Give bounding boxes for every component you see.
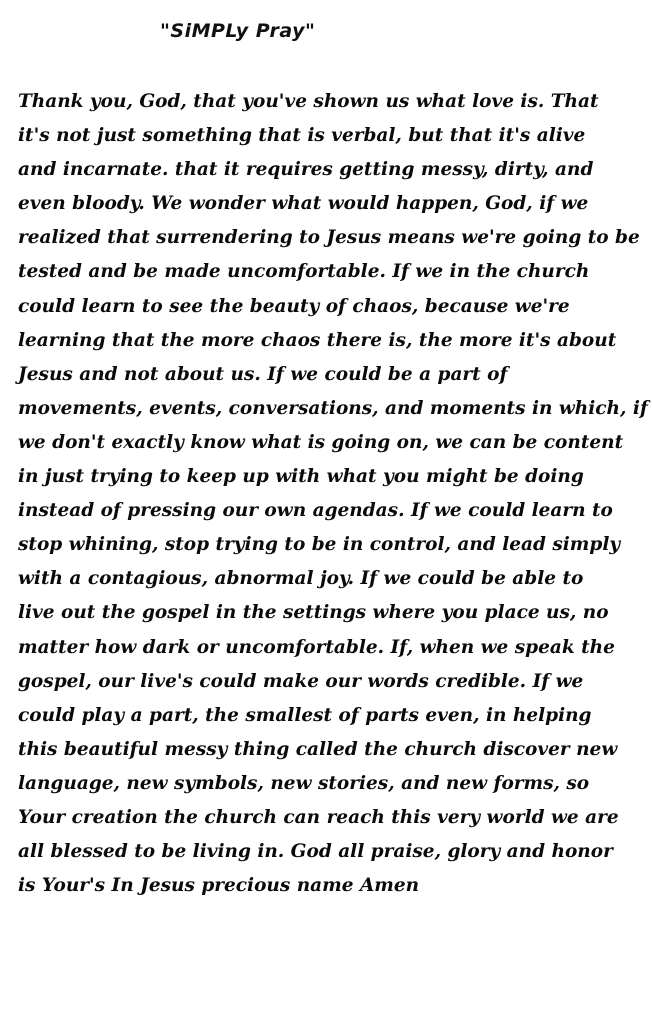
body-line: this beautiful messy thing called the church discover new [18, 738, 618, 760]
body-line: Jesus and not about us. If we could be a part of [18, 363, 508, 385]
body-line: is Your's In Jesus precious name Amen [18, 875, 420, 897]
body-line: Your creation the church can reach this very world we are [18, 806, 619, 828]
body-line: and incarnate. that it requires getting messy, dirty, and [18, 159, 594, 181]
prayer-body [18, 85, 648, 903]
body-line: could play a part, the smallest of parts even, in helping [18, 704, 592, 726]
body-line: all blessed to be living in. God all praise, glory and honor [18, 841, 613, 863]
body-line: gospel, our live's could make our words credible. If we [18, 670, 584, 692]
body-line: realized that surrendering to Jesus means we're going to be [18, 227, 640, 249]
body-line: tested and be made uncomfortable. If we in the church [18, 261, 590, 283]
body-line: movements, events, conversations, and moments in which, if [18, 397, 648, 419]
body-line: matter how dark or uncomfortable. If, when we speak the [18, 636, 615, 658]
body-line: even bloody. We wonder what would happen, God, if we [18, 193, 589, 215]
body-line: in just trying to keep up with what you might be doing [18, 466, 584, 488]
body-line: language, new symbols, new stories, and new forms, so [18, 772, 590, 794]
body-line: stop whining, stop trying to be in control, and lead simply [18, 534, 621, 556]
body-line: we don't exactly know what is going on, we can be content [18, 431, 624, 453]
body-line: Thank you, God, that you've shown us what love is. That [18, 91, 599, 112]
body-line: with a contagious, abnormal joy. If we could be able to [18, 568, 584, 590]
body-line: instead of pressing our own agendas. If we could learn to [18, 500, 613, 522]
body-line: could learn to see the beauty of chaos, because we're [18, 295, 570, 317]
body-line: it's not just something that is verbal, but that it's alive [18, 125, 586, 147]
body-line: live out the gospel in the settings where you place us, no [18, 602, 609, 624]
body-line: learning that the more chaos there is, the more it's about [18, 329, 617, 351]
page-title: "SiMPLy Pray" [160, 20, 316, 42]
